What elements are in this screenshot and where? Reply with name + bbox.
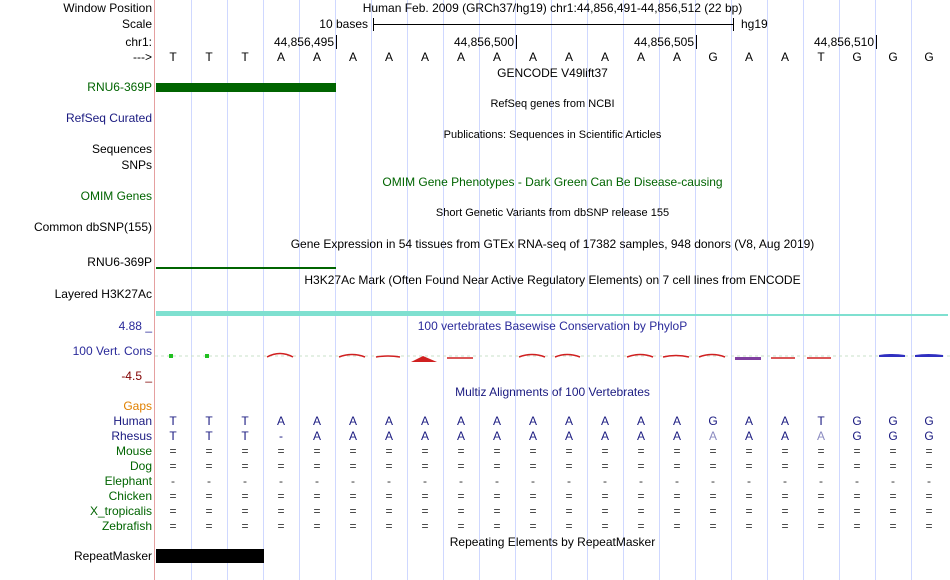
alignment-cell: - <box>891 474 895 488</box>
alignment-cell: = <box>889 519 897 533</box>
alignment-cell: A <box>528 429 537 443</box>
alignment-cell: = <box>601 459 609 473</box>
alignment-cell: A <box>492 414 501 428</box>
alignment-cell: A <box>780 414 789 428</box>
alignment-cell: = <box>529 444 537 458</box>
dna-base: T <box>241 50 249 64</box>
h3k27ac-track-title: H3K27Ac Mark (Often Found Near Active Regulatory Elements) on 7 cell lines from ENCODE <box>304 273 801 287</box>
dna-base: A <box>636 50 645 64</box>
alignment-cell: = <box>853 444 861 458</box>
coord-tick-4 <box>876 35 877 49</box>
alignment-cell: = <box>241 444 249 458</box>
conservation-mark <box>519 355 545 358</box>
alignment-cell: = <box>385 489 393 503</box>
sequences-track-label[interactable]: Sequences <box>91 142 152 156</box>
alignment-cell: = <box>565 444 573 458</box>
repeat-element-block[interactable] <box>156 549 264 563</box>
alignment-cell: A <box>780 429 789 443</box>
alignment-cell: = <box>529 504 537 518</box>
species-label-zebrafish[interactable]: Zebrafish <box>101 519 152 533</box>
dna-base: A <box>600 50 609 64</box>
alignment-cell: - <box>711 474 715 488</box>
alignment-cell: - <box>531 474 535 488</box>
strand-arrow: ---> <box>133 50 152 64</box>
alignment-cell: = <box>673 519 681 533</box>
alignment-cell: = <box>421 489 429 503</box>
alignment-cell: - <box>927 474 931 488</box>
dna-base: A <box>384 50 393 64</box>
alignment-cell: - <box>207 474 211 488</box>
alignment-cell: = <box>313 504 321 518</box>
repeatmasker-track-label[interactable]: RepeatMasker <box>73 549 152 563</box>
window-position-value[interactable]: Human Feb. 2009 (GRCh37/hg19) chr1:44,856,491-44,856,512 (22 bp) <box>362 1 743 15</box>
alignment-cell: = <box>745 504 753 518</box>
alignment-cell: A <box>636 414 645 428</box>
species-label-rhesus[interactable]: Rhesus <box>111 429 152 443</box>
alignment-cell: - <box>675 474 679 488</box>
scale-value: 10 bases <box>319 17 368 31</box>
alignment-cell: T <box>205 429 213 443</box>
alignment-cell: A <box>312 414 321 428</box>
alignment-cell: G <box>852 429 862 443</box>
alignment-cell: = <box>817 459 825 473</box>
alignment-cell: - <box>603 474 607 488</box>
alignment-cell: A <box>456 414 465 428</box>
dna-base: G <box>888 50 898 64</box>
dna-base: G <box>852 50 862 64</box>
alignment-cell: = <box>709 444 717 458</box>
alignment-cell: = <box>457 489 465 503</box>
alignment-cell: = <box>169 444 177 458</box>
conservation-mark <box>735 357 761 360</box>
alignment-cell: = <box>349 444 357 458</box>
alignment-cell: G <box>708 414 718 428</box>
alignment-cell: = <box>709 459 717 473</box>
conservation-mark <box>169 354 173 358</box>
alignment-cell: = <box>709 489 717 503</box>
scale-db: hg19 <box>741 17 768 31</box>
alignment-cell: = <box>673 504 681 518</box>
alignment-cell: A <box>744 414 753 428</box>
species-label-chicken[interactable]: Chicken <box>108 489 152 503</box>
repeatmasker-track-title: Repeating Elements by RepeatMasker <box>449 535 656 549</box>
alignment-cell: T <box>241 429 249 443</box>
gaps-label[interactable]: Gaps <box>123 399 152 413</box>
alignment-cell: T <box>169 429 177 443</box>
h3k27ac-signal-baseline[interactable] <box>516 314 948 316</box>
alignment-cell: - <box>351 474 355 488</box>
alignment-cell: = <box>925 489 933 503</box>
alignment-cell: - <box>171 474 175 488</box>
alignment-cell: A <box>384 429 393 443</box>
alignment-cell: A <box>456 429 465 443</box>
alignment-cell: = <box>169 504 177 518</box>
alignment-cell: A <box>384 414 393 428</box>
alignment-cell: = <box>853 504 861 518</box>
dna-base: T <box>817 50 825 64</box>
alignment-cell: A <box>420 414 429 428</box>
alignment-cell: = <box>493 459 501 473</box>
publications-track-title: Publications: Sequences in Scientific Articles <box>443 129 662 141</box>
coord-tick-3 <box>696 35 697 49</box>
alignment-cell: = <box>565 519 573 533</box>
alignment-cell: = <box>493 504 501 518</box>
conservation-wiggle-plot[interactable] <box>155 340 950 370</box>
scale-bar-start-tick <box>373 18 374 31</box>
alignment-cell: - <box>855 474 859 488</box>
alignment-cell: = <box>529 489 537 503</box>
dna-base: A <box>564 50 573 64</box>
alignment-cell: = <box>349 519 357 533</box>
alignment-cell: - <box>459 474 463 488</box>
alignment-cell: = <box>637 459 645 473</box>
conservation-mark <box>699 355 725 358</box>
alignment-cell: = <box>241 504 249 518</box>
species-label-mouse[interactable]: Mouse <box>115 444 152 458</box>
alignment-cell: = <box>421 459 429 473</box>
alignment-cell: = <box>925 444 933 458</box>
alignment-cell: - <box>495 474 499 488</box>
alignment-cell: T <box>169 414 177 428</box>
snps-track-label[interactable]: SNPs <box>121 158 152 172</box>
alignment-cell: = <box>277 489 285 503</box>
alignment-cell: - <box>567 474 571 488</box>
alignment-cell: = <box>493 444 501 458</box>
alignment-cell: = <box>745 519 753 533</box>
alignment-cell: = <box>205 504 213 518</box>
alignment-cell: = <box>313 519 321 533</box>
conservation-mark <box>411 356 437 362</box>
alignment-cell: = <box>457 504 465 518</box>
alignment-cell: - <box>423 474 427 488</box>
dna-base: A <box>780 50 789 64</box>
dna-base: A <box>456 50 465 64</box>
refseq-track-label[interactable]: RefSeq Curated <box>65 111 152 125</box>
alignment-cell: = <box>565 489 573 503</box>
alignment-cell: - <box>387 474 391 488</box>
alignment-cell: = <box>277 519 285 533</box>
dna-base: T <box>169 50 177 64</box>
alignment-cell: = <box>745 459 753 473</box>
alignment-cell: - <box>243 474 247 488</box>
dna-base: A <box>420 50 429 64</box>
conservation-mark <box>663 356 689 358</box>
scale-bar <box>373 24 733 25</box>
h3k27ac-track-label[interactable]: Layered H3K27Ac <box>54 287 152 301</box>
alignment-cell: = <box>601 489 609 503</box>
alignment-cell: = <box>781 459 789 473</box>
coord-label-4: 44,856,510 <box>813 35 874 49</box>
conservation-mark <box>205 354 209 358</box>
alignment-cell: = <box>637 489 645 503</box>
alignment-cell: G <box>852 414 862 428</box>
coord-label-2: 44,856,500 <box>453 35 514 49</box>
alignment-cell: = <box>601 504 609 518</box>
alignment-cell: = <box>277 444 285 458</box>
conservation-mark <box>627 355 653 358</box>
alignment-cell: = <box>205 444 213 458</box>
dna-base: A <box>276 50 285 64</box>
alignment-cell: = <box>421 504 429 518</box>
species-label-human[interactable]: Human <box>113 414 152 428</box>
alignment-cell: = <box>853 519 861 533</box>
alignment-cell: = <box>421 519 429 533</box>
alignment-cell: - <box>819 474 823 488</box>
window-position-label: Window Position <box>63 1 152 15</box>
alignment-cell: = <box>889 489 897 503</box>
dna-base: G <box>708 50 718 64</box>
alignment-cell: = <box>853 459 861 473</box>
alignment-cell: - <box>279 474 283 488</box>
conservation-mark <box>555 355 580 358</box>
dna-base: A <box>744 50 753 64</box>
gencode-gene-block[interactable] <box>156 83 336 92</box>
dna-base: T <box>205 50 213 64</box>
alignment-cell: = <box>709 519 717 533</box>
alignment-cell: = <box>169 519 177 533</box>
alignment-cell: = <box>241 519 249 533</box>
alignment-cell: = <box>457 519 465 533</box>
scale-label: Scale <box>121 17 152 31</box>
alignment-cell: A <box>348 429 357 443</box>
alignment-cell: = <box>241 459 249 473</box>
alignment-cell: = <box>781 444 789 458</box>
alignment-cell: = <box>313 444 321 458</box>
alignment-cell: = <box>637 519 645 533</box>
alignment-cell: T <box>241 414 249 428</box>
coord-tick-2 <box>516 35 517 49</box>
alignment-cell: = <box>457 444 465 458</box>
alignment-cell: = <box>313 489 321 503</box>
dna-base: G <box>924 50 934 64</box>
alignment-cell: A <box>492 429 501 443</box>
coord-tick-1 <box>336 35 337 49</box>
alignment-cell: - <box>747 474 751 488</box>
scale-bar-end-tick <box>733 18 734 31</box>
coord-label-3: 44,856,505 <box>633 35 694 49</box>
alignment-cell: = <box>601 444 609 458</box>
alignment-cell: - <box>639 474 643 488</box>
alignment-cell: = <box>385 519 393 533</box>
gencode-gene-label[interactable]: RNU6-369P <box>87 80 152 94</box>
alignment-cell: = <box>817 489 825 503</box>
alignment-cell: = <box>889 504 897 518</box>
alignment-cell: - <box>315 474 319 488</box>
alignment-cell: A <box>672 429 681 443</box>
conservation-max-value: 4.88 _ <box>118 319 152 333</box>
dna-base: A <box>492 50 501 64</box>
h3k27ac-signal-peak[interactable] <box>156 311 516 316</box>
conservation-mark <box>915 354 943 357</box>
alignment-cell: - <box>279 429 283 443</box>
alignment-cell: A <box>564 429 573 443</box>
alignment-cell: = <box>565 504 573 518</box>
alignment-cell: = <box>925 504 933 518</box>
alignment-cell: = <box>673 459 681 473</box>
dna-base: A <box>348 50 357 64</box>
alignment-cell: A <box>600 414 609 428</box>
dna-base: A <box>312 50 321 64</box>
species-label-elephant[interactable]: Elephant <box>104 474 152 488</box>
alignment-cell: = <box>925 459 933 473</box>
alignment-cell: = <box>493 519 501 533</box>
alignment-cell: = <box>745 444 753 458</box>
alignment-cell: = <box>781 504 789 518</box>
alignment-cell: = <box>637 504 645 518</box>
species-label-x_tropicalis[interactable]: X_tropicalis <box>89 504 152 518</box>
dbsnp-track-title: Short Genetic Variants from dbSNP release 155 <box>435 207 670 219</box>
alignment-cell: - <box>783 474 787 488</box>
conservation-mark <box>879 354 905 357</box>
dna-base: A <box>528 50 537 64</box>
alignment-cell: A <box>816 429 825 443</box>
alignment-cell: A <box>528 414 537 428</box>
conservation-mark <box>376 356 400 357</box>
alignment-cell: A <box>312 429 321 443</box>
alignment-cell: = <box>889 444 897 458</box>
alignment-cell: A <box>708 429 717 443</box>
alignment-cell: T <box>205 414 213 428</box>
alignment-cell: = <box>385 444 393 458</box>
alignment-cell: = <box>349 459 357 473</box>
alignment-cell: = <box>673 444 681 458</box>
alignment-cell: = <box>925 519 933 533</box>
omim-track-label[interactable]: OMIM Genes <box>80 189 152 203</box>
alignment-cell: = <box>709 504 717 518</box>
alignment-cell: = <box>817 519 825 533</box>
alignment-cell: T <box>817 414 825 428</box>
alignment-cell: = <box>169 489 177 503</box>
refseq-track-title: RefSeq genes from NCBI <box>490 98 615 110</box>
alignment-cell: A <box>636 429 645 443</box>
alignment-cell: = <box>205 489 213 503</box>
coord-label-1: 44,856,495 <box>273 35 334 49</box>
alignment-cell: = <box>781 519 789 533</box>
alignment-cell: = <box>637 444 645 458</box>
alignment-cell: G <box>888 414 898 428</box>
alignment-cell: G <box>924 414 934 428</box>
alignment-cell: G <box>888 429 898 443</box>
alignment-cell: = <box>205 519 213 533</box>
gencode-track-title: GENCODE V49lift37 <box>497 66 608 80</box>
gtex-track-title: Gene Expression in 54 tissues from GTEx RNA-seq of 17382 samples, 948 donors (V8, Aug 2019) <box>290 237 815 251</box>
alignment-cell: = <box>421 444 429 458</box>
alignment-cell: = <box>241 489 249 503</box>
alignment-cell: A <box>744 429 753 443</box>
species-label-dog[interactable]: Dog <box>129 459 152 473</box>
alignment-cell: A <box>276 414 285 428</box>
alignment-cell: = <box>673 489 681 503</box>
dna-base: A <box>672 50 681 64</box>
alignment-cell: = <box>817 444 825 458</box>
alignment-cell: A <box>564 414 573 428</box>
conservation-mark <box>339 355 365 358</box>
gtex-gene-label[interactable]: RNU6-369P <box>87 255 152 269</box>
multiz-track-title: Multiz Alignments of 100 Vertebrates <box>455 385 650 399</box>
alignment-cell: = <box>529 459 537 473</box>
alignment-cell: = <box>745 489 753 503</box>
alignment-cell: = <box>565 459 573 473</box>
alignment-cell: = <box>277 504 285 518</box>
alignment-cell: A <box>600 429 609 443</box>
conservation-track-title: 100 vertebrates Basewise Conservation by PhyloP <box>417 319 688 333</box>
dbsnp-track-label[interactable]: Common dbSNP(155) <box>33 220 152 234</box>
alignment-cell: = <box>205 459 213 473</box>
alignment-cell: = <box>493 489 501 503</box>
alignment-cell: A <box>348 414 357 428</box>
alignment-cell: = <box>349 489 357 503</box>
alignment-cell: = <box>313 459 321 473</box>
alignment-cell: = <box>817 504 825 518</box>
alignment-cell: = <box>853 489 861 503</box>
chr-label: chr1: <box>125 35 152 49</box>
alignment-cell: = <box>385 504 393 518</box>
alignment-cell: = <box>457 459 465 473</box>
alignment-cell: A <box>420 429 429 443</box>
alignment-cell: = <box>169 459 177 473</box>
alignment-cell: G <box>924 429 934 443</box>
alignment-cell: = <box>349 504 357 518</box>
conservation-min-value: -4.5 _ <box>121 369 152 383</box>
conservation-track-label[interactable]: 100 Vert. Cons <box>72 344 152 358</box>
alignment-cell: = <box>781 489 789 503</box>
alignment-cell: = <box>277 459 285 473</box>
alignment-cell: = <box>889 459 897 473</box>
alignment-cell: A <box>672 414 681 428</box>
alignment-cell: = <box>601 519 609 533</box>
alignment-cell: = <box>385 459 393 473</box>
gtex-gene-line[interactable] <box>156 267 336 269</box>
alignment-cell: = <box>529 519 537 533</box>
omim-track-title: OMIM Gene Phenotypes - Dark Green Can Be Disease-causing <box>382 175 723 189</box>
